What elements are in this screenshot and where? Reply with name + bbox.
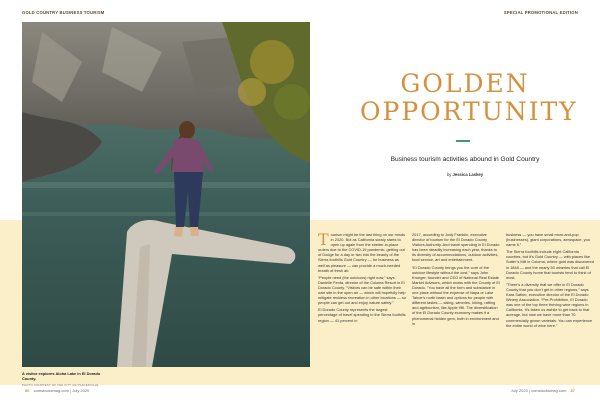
paragraph [318, 232, 406, 273]
page-number-left: 86 [25, 388, 30, 393]
footer-site-left[interactable]: comstocksmag.com [33, 388, 69, 393]
paragraph: The Sierra foothills include eight California counties, but it’s Gold Country — with places like Sutter’s Mill in Coloma, where gold was discovered in 1848 — and the nearly 50 wineries that call El Dorado County home that tourists tend to think of most. [506, 249, 594, 280]
page-number-right: 87 [570, 388, 575, 393]
paragraph: “People need (the outdoors) right now,” says Danielle Fenta, director of the Coloma Resort in El Dorado County. “Visitors can be safe within their own site in the open air — which will hopefully help mitigate reckless recreation in other locations — so people can get out and enjoy nature safely.” [318, 274, 407, 306]
article-subtitle: Business tourism activities abound in Gold Country [390, 156, 540, 163]
paragraph: El Dorado County represents the largest percentage of travel spending in the Sierra foothills region — 41 percent in [318, 307, 406, 323]
footer-right: July 2020 | comstocksmag.com 87 [510, 388, 575, 393]
lake-hiker-photo [22, 22, 310, 367]
article-column-3 [506, 232, 594, 330]
section-header-right: SPECIAL PROMOTIONAL EDITION [503, 10, 578, 15]
footer-site-right[interactable]: comstocksmag.com [531, 388, 567, 393]
photo-credit: PHOTO COURTESY OF THE CITY OF PLACERVILLE [22, 383, 99, 387]
paragraph: “El Dorado County brings you the core of the outdoor lifestyle without the cost,” says John Krueger, founder and CEO of National Real Estate Market Advisors, which works with the County of El Dorado. “You have all the form and substance in one place without the expense of Napa or Lake Tahoe’s north basin and options for people with different tastes — skiing, wineries, hiking, rafting and agritourism, like Apple Hill. The diversification of the El Dorado County economy makes it a phenomenal hidden gem, both in environment and in [412, 264, 500, 326]
article-column-2 [412, 232, 500, 328]
byline-author: Jessica Laskey [452, 172, 484, 177]
article-title-line-2: OPPORTUNITY [360, 97, 578, 126]
article-title-line-1: GOLDEN [400, 69, 530, 98]
byline-prefix: by [446, 172, 452, 177]
footer-date-right: July 2020 [510, 388, 528, 393]
footer-left: 86 comstocksmag.com | July 2020 [25, 388, 90, 393]
footer-date-left: July 2020 [72, 388, 90, 393]
photo-caption: A visitor explores Aloha Lake in El Dorado County. [22, 371, 101, 381]
byline [330, 172, 600, 177]
paragraph: business — you have small mom-and-pop (businesses), giant corporations, aerospace, you name it.” [506, 232, 590, 248]
title-divider [456, 140, 470, 142]
paragraph-text: ourism might be the last thing on our minds in 2020. But as California slowly starts to open up again from the shelter-in-place orders due to the COVID-19 pandemic, getting out of Dodge for a day or two into the beauty of the Sierra foothills Gold Country — for business as well as pleasure — can provide a much-needed breath of fresh air. [318, 232, 406, 273]
paragraph: “There’s a diversity that we offer in El Dorado County that you don’t get in other regions,” says Kara Sather, executive director of the El Dorado Winery Association. “Pre-Prohibition, El Dorado was one of the top three thriving wine regions in California. It’s taken us awhile to get back to that acreage, but now we have more than 70 commercially grown varietals. You can experience the entire world of wine here.” [506, 281, 593, 328]
drop-cap: T [318, 230, 329, 249]
paragraph: 2017, according to Jody Franklin, executive director of tourism for the El Dorado County Visitors Authority. And travel spending in El Dorado has been steadily increasing each year, thanks to its diversity of accommodations, outdoor activities, food service, art and entertainment. [412, 232, 500, 263]
article-column-1 [318, 232, 406, 325]
section-header-left: GOLD COUNTRY BUSINESS TOURISM [22, 10, 105, 15]
